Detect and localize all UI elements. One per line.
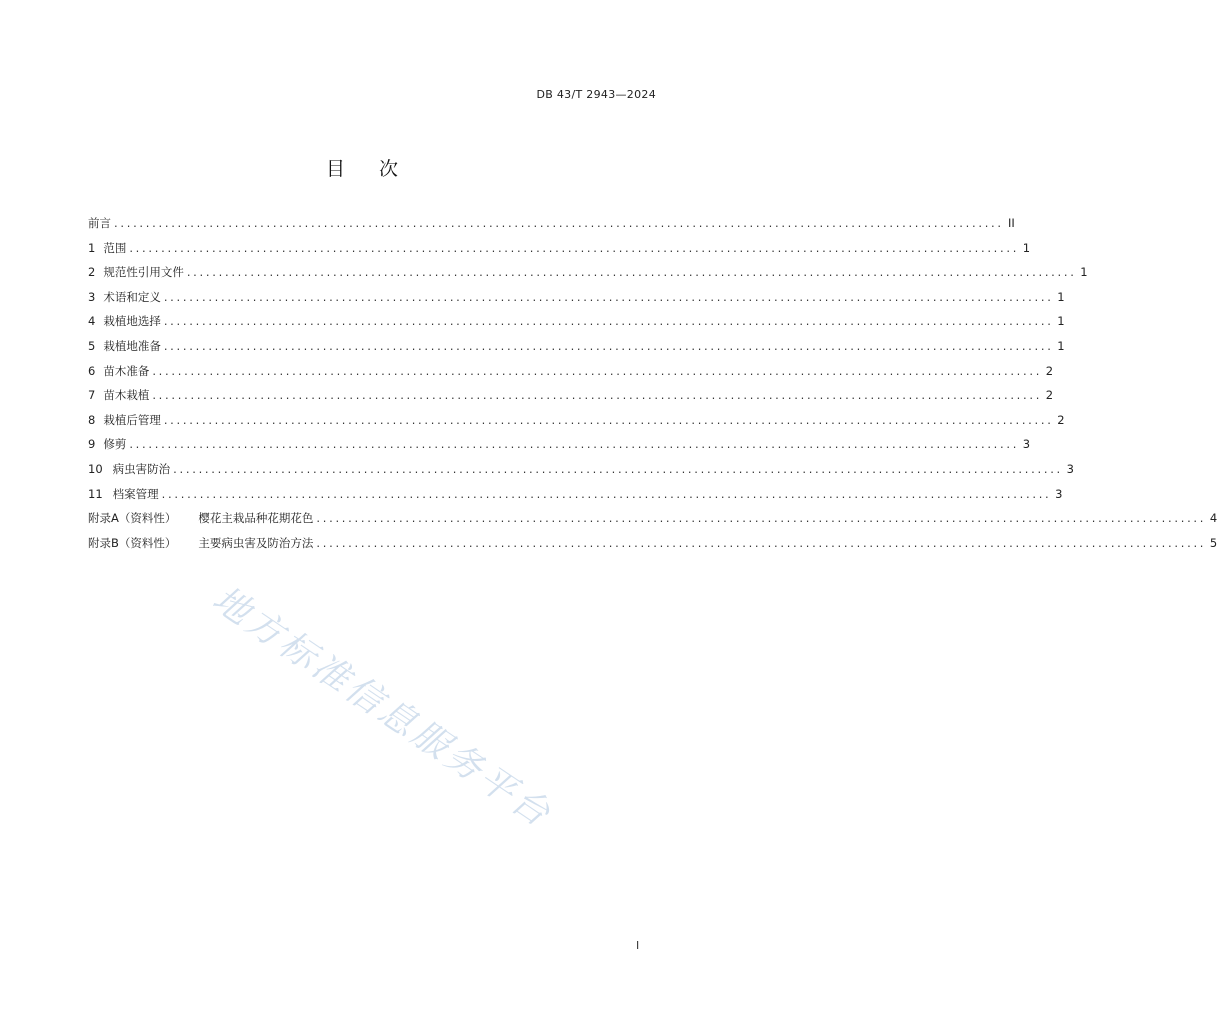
toc-item-page: 5 [1209, 535, 1217, 550]
toc-item-post-planting-management[interactable] [88, 412, 1065, 437]
page-title: 目次 [325, 158, 432, 180]
toc-leader-dots: ............................................................................................................................................ [163, 338, 1054, 353]
toc-item-page: 2 [1057, 412, 1065, 427]
toc-leader-dots: ............................................................................................................................................ [316, 511, 1207, 526]
toc-item-site-preparation[interactable] [88, 338, 1065, 363]
toc-item-page: 3 [1022, 437, 1031, 452]
toc-leader-dots: ............................................................................................................................................ [316, 535, 1207, 550]
toc-item-label: 修剪 [103, 437, 127, 452]
toc-item-label: 术语和定义 [103, 289, 161, 304]
toc-item-page: 1 [1080, 265, 1088, 280]
toc-leader-dots: ............................................................................................................................................ [163, 314, 1054, 329]
toc-item-page: 3 [1066, 461, 1074, 476]
toc-item-normative-references[interactable] [88, 264, 1088, 289]
toc-item-label: 范围 [103, 240, 127, 255]
toc-item-label: 病虫害防治 [112, 461, 171, 476]
toc-leader-dots: ............................................................................................................................................ [152, 363, 1043, 378]
toc-item-number: 9 [88, 437, 96, 452]
toc-item-page: 1 [1022, 240, 1031, 255]
toc-leader-dots: ............................................................................................................................................ [129, 240, 1020, 255]
toc-item-number: 10 [88, 461, 103, 476]
toc-item-label: 规范性引用文件 [103, 265, 184, 280]
toc-item-label: 苗木准备 [103, 363, 150, 378]
toc-item-number: 2 [88, 265, 96, 280]
toc-item-page: 1 [1057, 338, 1065, 353]
toc-item-label: 栽植地选择 [103, 314, 161, 329]
toc-item-label: 栽植地准备 [103, 338, 161, 353]
toc-item-page: II [1007, 216, 1015, 230]
toc-item-number: 5 [88, 338, 96, 353]
toc-item-number: 附录B（资料性） [88, 535, 177, 550]
document-code: DB 43/T 2943—2024 [536, 88, 656, 101]
toc-item-number: 4 [88, 314, 96, 329]
page-number: I [636, 939, 640, 952]
toc-item-number: 1 [88, 240, 96, 255]
toc-item-page: 2 [1045, 388, 1054, 403]
toc-leader-dots: ............................................................................................................................................ [163, 412, 1054, 427]
toc-leader-dots: ............................................................................................................................................ [114, 216, 1004, 230]
toc-item-number: 附录A（资料性） [88, 511, 177, 526]
toc-item-page: 1 [1057, 289, 1065, 304]
toc-leader-dots: ............................................................................................................................................ [163, 289, 1054, 304]
toc-item-number: 3 [88, 289, 96, 304]
toc-item-page: 3 [1055, 486, 1063, 501]
toc-item-appendix-b[interactable] [88, 535, 1217, 560]
toc-item-page: 2 [1045, 363, 1054, 378]
toc-item-label: 樱花主栽品种花期花色 [198, 511, 314, 526]
toc-leader-dots: ............................................................................................................................................ [152, 388, 1043, 403]
toc-item-foreword[interactable] [88, 215, 1015, 240]
toc-item-appendix-a[interactable] [88, 510, 1217, 535]
toc-leader-dots: ............................................................................................................................................ [129, 437, 1020, 452]
toc-item-number: 11 [88, 486, 103, 501]
toc-item-label: 苗木栽植 [103, 388, 150, 403]
toc-item-label: 档案管理 [112, 486, 159, 501]
toc-item-pest-control[interactable] [88, 461, 1074, 486]
table-of-contents [88, 215, 1217, 559]
toc-item-seedling-planting[interactable] [88, 387, 1054, 412]
toc-item-seedling-preparation[interactable] [88, 363, 1054, 388]
toc-item-page: 1 [1057, 314, 1065, 329]
toc-item-records-management[interactable] [88, 486, 1063, 511]
toc-item-terms-definitions[interactable] [88, 289, 1065, 314]
toc-item-number: 7 [88, 388, 96, 403]
toc-item-label: 前言 [88, 216, 111, 230]
toc-item-number: 6 [88, 363, 96, 378]
toc-leader-dots: ............................................................................................................................................ [161, 486, 1052, 501]
toc-leader-dots: ............................................................................................................................................ [186, 265, 1077, 280]
toc-item-page: 4 [1209, 511, 1217, 526]
toc-item-site-selection[interactable] [88, 313, 1065, 338]
toc-item-label: 主要病虫害及防治方法 [198, 535, 314, 550]
watermark: 地方标准信息服务平台 [205, 578, 560, 837]
toc-leader-dots: ............................................................................................................................................ [173, 461, 1063, 476]
toc-item-number: 8 [88, 412, 96, 427]
toc-item-label: 栽植后管理 [103, 412, 161, 427]
toc-item-scope[interactable] [88, 240, 1031, 265]
toc-item-pruning[interactable] [88, 436, 1031, 461]
